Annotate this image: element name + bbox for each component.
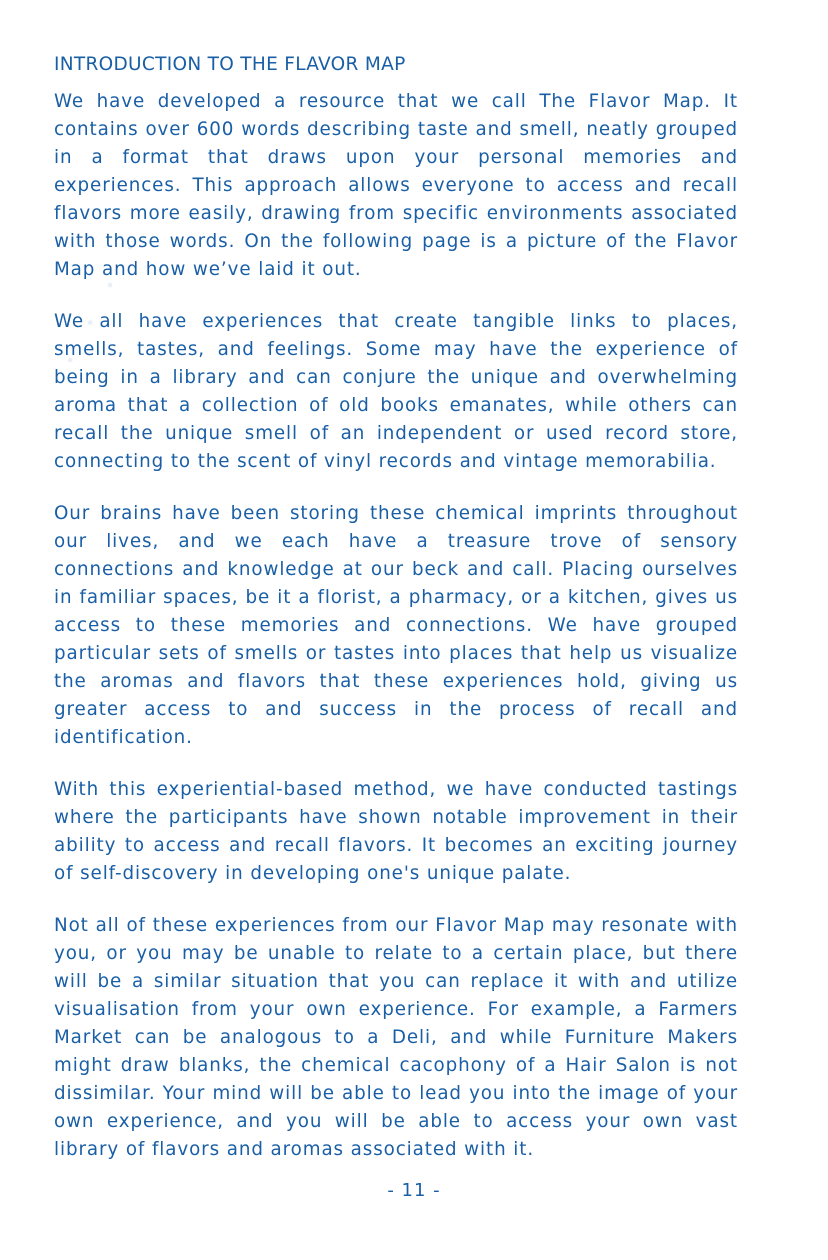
document-page <box>54 50 738 1188</box>
section-heading: INTRODUCTION TO THE FLAVOR MAP <box>54 54 406 75</box>
faint-watermark: • • • • <box>60 226 148 369</box>
page-number: - 11 - <box>387 1180 441 1201</box>
paragraph-method: With this experiential-based method, we have conducted tastings where the participants have shown notable improvement in their ability to access and recall flavors. It becomes an exciting journey of self-discovery in developing one's unique palate. <box>54 779 738 884</box>
paragraph-experiences: We all have experiences that create tangible links to places, smells, tastes, and feelings. Some may have the experience of being in a library and can conjure the unique and overwhelming aroma that a collection of old books emanates, while others can recall the unique smell of an independent or used record store, connecting to the scent of vinyl records and vintage memorabilia. <box>54 311 738 472</box>
paragraph-intro: We have developed a resource that we call The Flavor Map. It contains over 600 words describing taste and smell, neatly grouped in a format that draws upon your personal memories and experiences. This approach allows everyone to access and recall flavors more easily, drawing from specific environments associated with those words. On the following page is a picture of the Flavor Map and how we’ve laid it out. <box>54 91 738 280</box>
paragraph-chemical-imprints: Our brains have been storing these chemical imprints throughout our lives, and we each have a treasure trove of sensory connections and knowledge at our beck and call. Placing ourselves in familiar spaces, be it a florist, a pharmacy, or a kitchen, gives us access to these memories and connections. We have grouped particular sets of smells or tastes into places that help us visualize the aromas and flavors that these experiences hold, giving us greater access to and success in the process of recall and identification. <box>54 503 738 748</box>
paragraph-alternatives: Not all of these experiences from our Flavor Map may resonate with you, or you may be unable to relate to a certain place, but there will be a similar situation that you can replace it with and utilize visualisation from your own experience. For example, a Farmers Market can be analogous to a Deli, and while Furniture Makers might draw blanks, the chemical cacophony of a Hair Salon is not dissimilar. Your mind will be able to lead you into the image of your own experience, and you will be able to access your own vast library of flavors and aromas associated with it. <box>54 915 738 1160</box>
